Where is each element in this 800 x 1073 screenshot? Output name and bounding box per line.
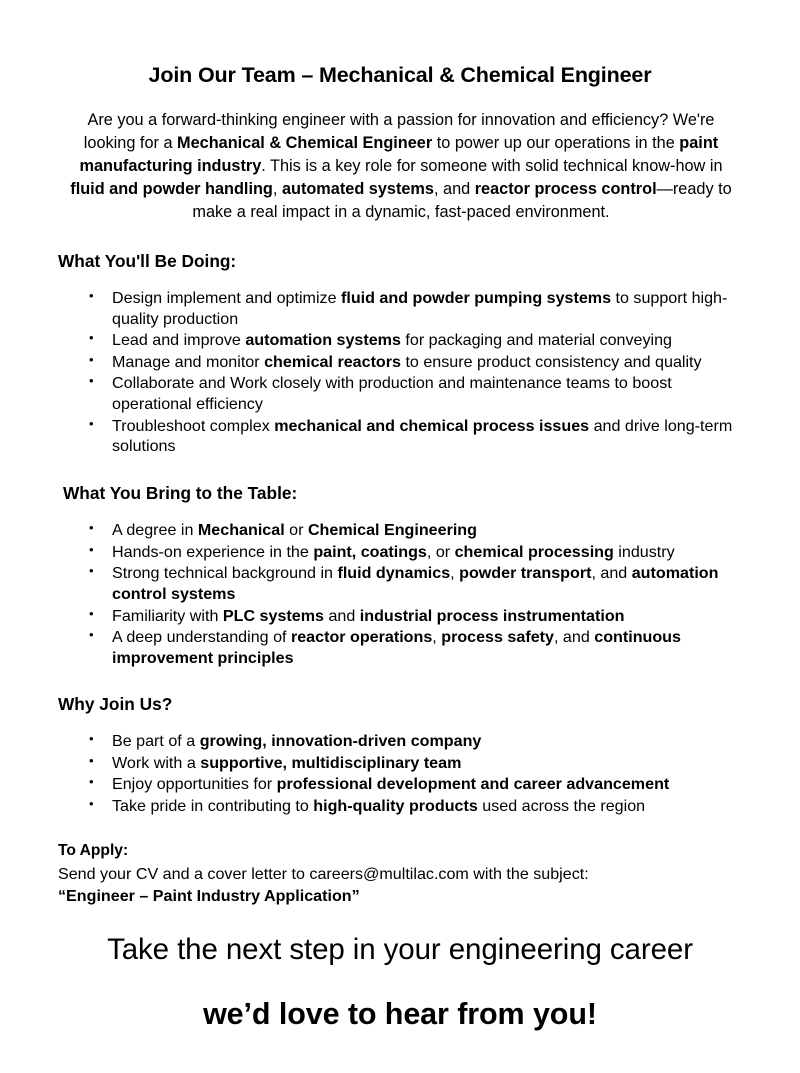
emphasis-text: Mechanical & Chemical Engineer <box>177 134 433 153</box>
body-text: A degree in <box>112 521 198 540</box>
emphasis-text: chemical reactors <box>264 352 401 371</box>
list-item <box>58 796 742 817</box>
body-text: Hands-on experience in the <box>112 542 314 561</box>
emphasis-text: automation control systems <box>112 564 719 604</box>
intro-paragraph <box>58 89 742 225</box>
body-text: , or <box>426 542 455 561</box>
emphasis-text: continuous improvement principles <box>112 628 681 667</box>
body-text: Design implement and optimize <box>112 289 341 308</box>
section-heading-why-join-us: Why Join Us? <box>58 694 173 715</box>
body-text: —ready to make a real impact in a dynamic, fast-paced environment. <box>192 180 732 222</box>
list-item <box>58 627 742 668</box>
apply-instruction-suffix: with the subject: <box>468 864 589 883</box>
page-title: Join Our Team – Mechanical & Chemical Engineer <box>148 63 652 87</box>
emphasis-text: PLC systems <box>222 606 324 625</box>
apply-instruction-prefix: Send your CV and a cover letter to <box>58 864 310 883</box>
emphasis-text: professional development and career advancement <box>276 775 670 794</box>
body-text: to ensure product consistency and quality <box>400 352 702 371</box>
list-item <box>58 731 742 752</box>
body-text: A deep understanding of <box>112 628 291 647</box>
body-text: , <box>450 564 460 583</box>
body-text: to support high-quality production <box>112 289 728 328</box>
emphasis-text: powder transport <box>459 564 592 583</box>
body-text: Take pride in contributing to <box>112 796 314 815</box>
body-text: Manage and monitor <box>112 352 265 371</box>
emphasis-text: supportive, multidisciplinary team <box>200 753 462 772</box>
list-item <box>58 606 742 627</box>
body-text: to power up our operations in the <box>432 134 680 153</box>
body-text: Collaborate and Work closely with production and maintenance teams to boost operational efficiency <box>112 374 672 414</box>
body-text: Are you a forward-thinking engineer with a passion for innovation and efficiency? We're looking for a <box>83 110 715 153</box>
list-item <box>58 373 742 414</box>
section-heading-to-apply: To Apply: <box>58 842 129 860</box>
emphasis-text: reactor operations <box>290 628 433 647</box>
body-text: . This is a key role for someone with solid technical know-how in <box>261 157 723 176</box>
emphasis-text: Mechanical <box>197 521 285 540</box>
list-item <box>58 563 742 604</box>
list-item <box>58 288 742 329</box>
body-text: industry <box>613 542 675 561</box>
emphasis-text: growing, innovation-driven company <box>199 731 482 750</box>
closing-line-primary: Take the next step in your engineering career <box>107 933 693 967</box>
body-text: , <box>432 628 442 647</box>
body-text: for packaging and material conveying <box>400 331 673 350</box>
list-item <box>58 753 742 774</box>
emphasis-text: fluid and powder handling <box>70 180 273 199</box>
body-text: Lead and improve <box>112 331 246 350</box>
emphasis-text: chemical processing <box>454 542 614 561</box>
emphasis-text: paint manufacturing industry <box>79 134 719 176</box>
body-text: or <box>284 521 308 540</box>
list-item <box>58 416 742 457</box>
body-text: , and <box>433 180 475 199</box>
body-text: Enjoy opportunities for <box>112 775 277 794</box>
apply-email-address[interactable]: careers@multilac.com <box>309 864 469 883</box>
list-item <box>58 330 742 351</box>
emphasis-text: reactor process control <box>474 180 657 199</box>
list-item <box>58 352 742 373</box>
body-text: Troubleshoot complex <box>112 416 275 435</box>
body-text: Familiarity with <box>112 606 223 625</box>
list-item <box>58 542 742 563</box>
body-text: Strong technical background in <box>112 564 338 583</box>
body-text: and drive long-term solutions <box>112 416 733 456</box>
emphasis-text: Chemical Engineering <box>307 521 477 540</box>
body-text: used across the region <box>477 796 646 815</box>
emphasis-text: high-quality products <box>313 796 478 815</box>
body-text: Work with a <box>112 753 201 772</box>
body-text: Be part of a <box>112 731 200 750</box>
emphasis-text: fluid and powder pumping systems <box>341 289 612 308</box>
benefits-list <box>58 716 742 816</box>
responsibilities-list <box>58 272 742 457</box>
emphasis-text: automated systems <box>281 180 434 199</box>
list-item <box>58 774 742 795</box>
emphasis-text: mechanical and chemical process issues <box>274 416 590 435</box>
emphasis-text: automation systems <box>245 331 401 350</box>
emphasis-text: industrial process instrumentation <box>359 606 625 625</box>
emphasis-text: fluid dynamics <box>337 564 451 583</box>
body-text: , and <box>553 628 595 647</box>
section-heading-qualifications: What You Bring to the Table: <box>63 482 298 503</box>
apply-instruction <box>58 862 742 885</box>
section-heading-responsibilities: What You'll Be Doing: <box>58 250 237 271</box>
body-text: , <box>272 180 282 199</box>
body-text: and <box>323 606 360 625</box>
apply-subject-line: “Engineer – Paint Industry Application” <box>58 886 360 905</box>
emphasis-text: process safety <box>441 628 554 647</box>
qualifications-list <box>58 504 742 668</box>
body-text: , and <box>591 564 632 583</box>
list-item <box>58 520 742 541</box>
emphasis-text: paint, coatings <box>313 542 427 561</box>
closing-line-secondary: we’d love to hear from you! <box>203 996 597 1031</box>
